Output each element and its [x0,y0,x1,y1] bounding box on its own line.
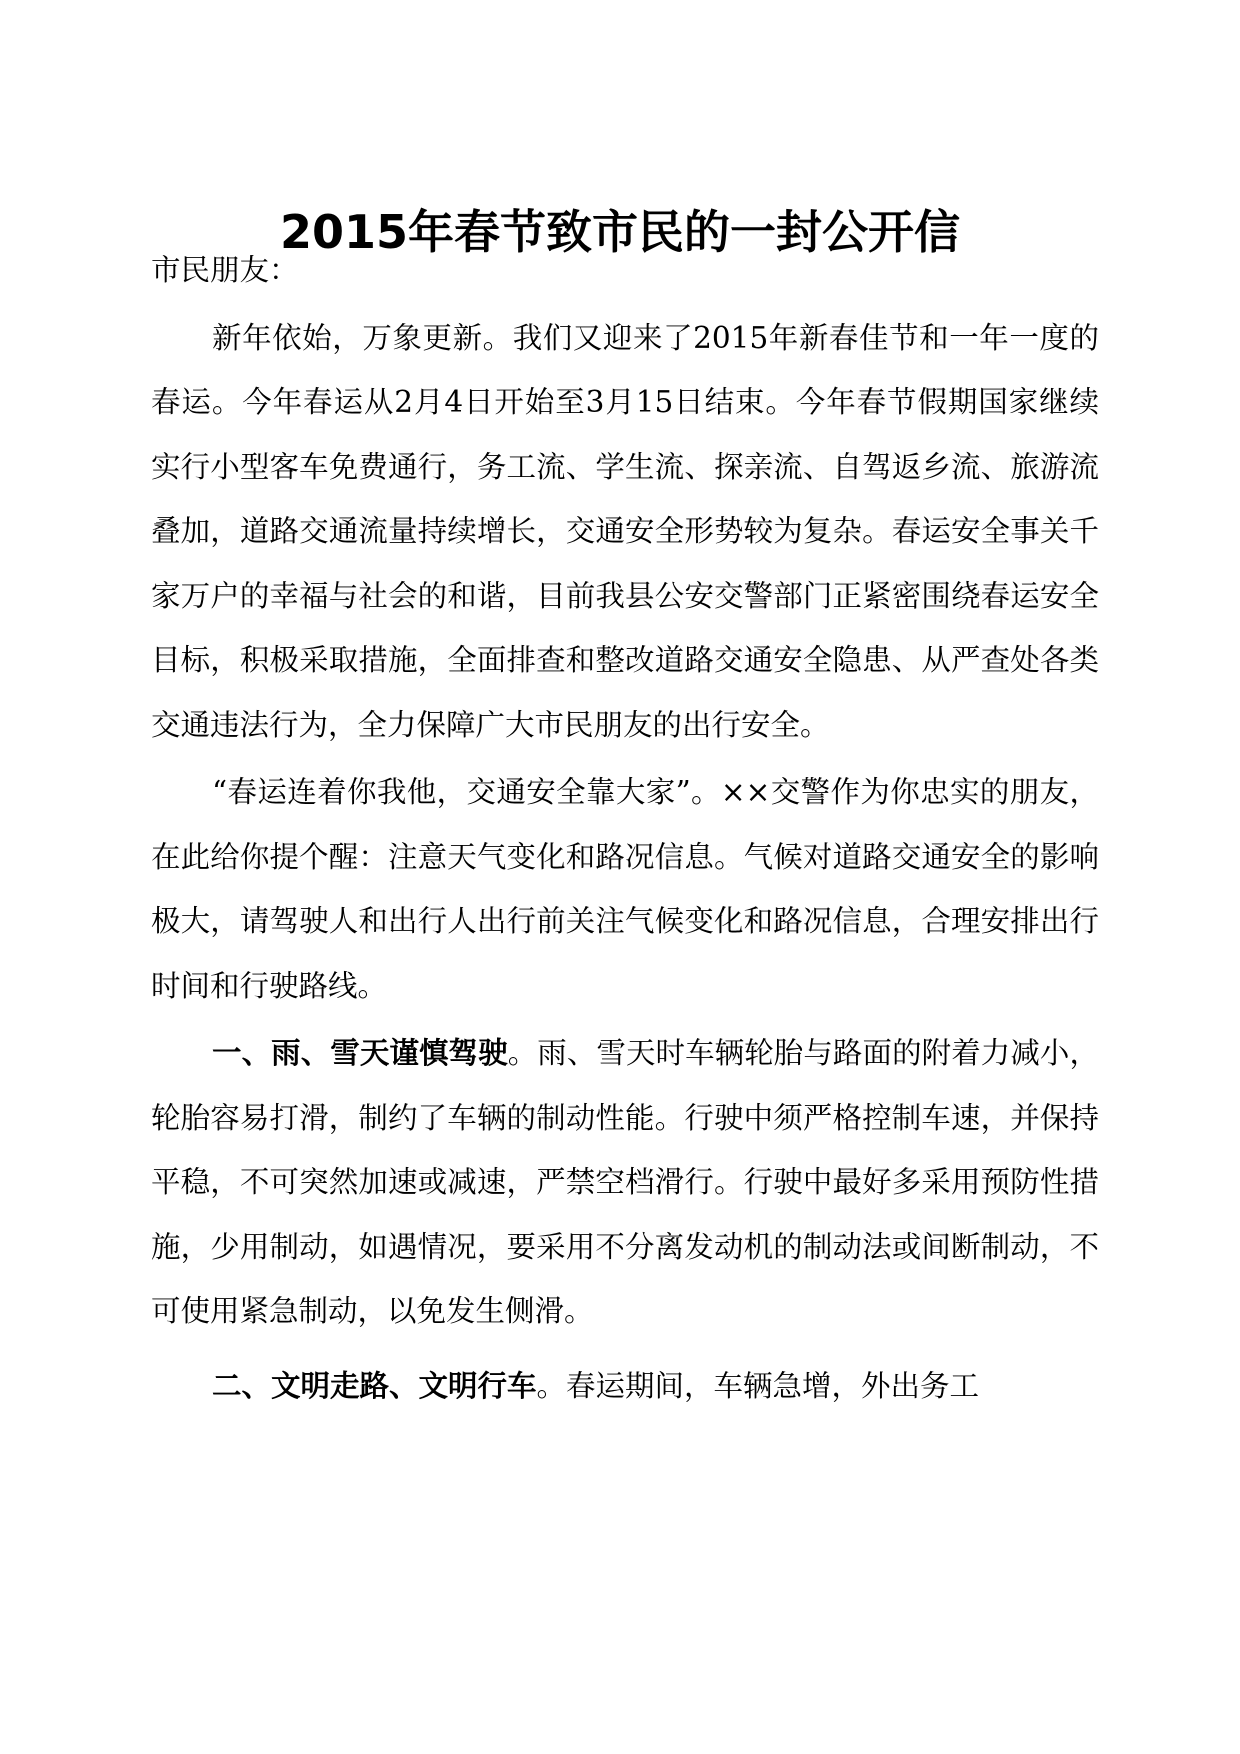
paragraph-reminder: “春运连着你我他，交通安全靠大家”。××交警作为你忠实的朋友，在此给你提个醒：注意天气变化和路况信息。气候对道路交通安全的影响极大，请驾驶人和出行人出行前关注气候变化和路况信息，合理安排出行时间和行驶路线。 [151,775,1099,1003]
salutation: 市民朋友： [151,253,299,287]
section-text-civilized-travel: 。春运期间，车辆急增，外出务工 [536,1368,980,1403]
document-title: 2015年春节致市民的一封公开信 [279,205,961,259]
paragraph-rain-snow [151,1021,1099,1344]
paragraph-civilized-travel [151,1354,1099,1419]
section-text-rain-snow: 。雨、雪天时车辆轮胎与路面的附着力减小，轮胎容易打滑，制约了车辆的制动性能。行驶中须严格控制车速，并保持平稳，不可突然加速或减速，严禁空档滑行。行驶中最好多采用预防性措施，少用制动，如遇情况，要采用不分离发动机的制动法或间断制动，不可使用紧急制动，以免发生侧滑。 [151,1036,1099,1328]
section-heading-rain-snow: 一、雨、雪天谨慎驾驶 [212,1036,508,1070]
section-heading-civilized-travel: 二、文明走路、文明行车 [212,1368,537,1403]
letter-body [151,238,1099,1418]
paragraph-intro: 新年依始，万象更新。我们又迎来了2015年新春佳节和一年一度的春运。今年春运从2月4日开始至3月15日结束。今年春节假期国家继续实行小型客车免费通行，务工流、学生流、探亲流、自驾返乡流、旅游流叠加，道路交通流量持续增长，交通安全形势较为复杂。春运安全事关千家万户的幸福与社会的和谐，目前我县公安交警部门正紧密围绕春运安全目标，积极采取措施，全面排查和整改道路交通安全隐患、从严查处各类交通违法行为，全力保障广大市民朋友的出行安全。 [151,320,1099,742]
